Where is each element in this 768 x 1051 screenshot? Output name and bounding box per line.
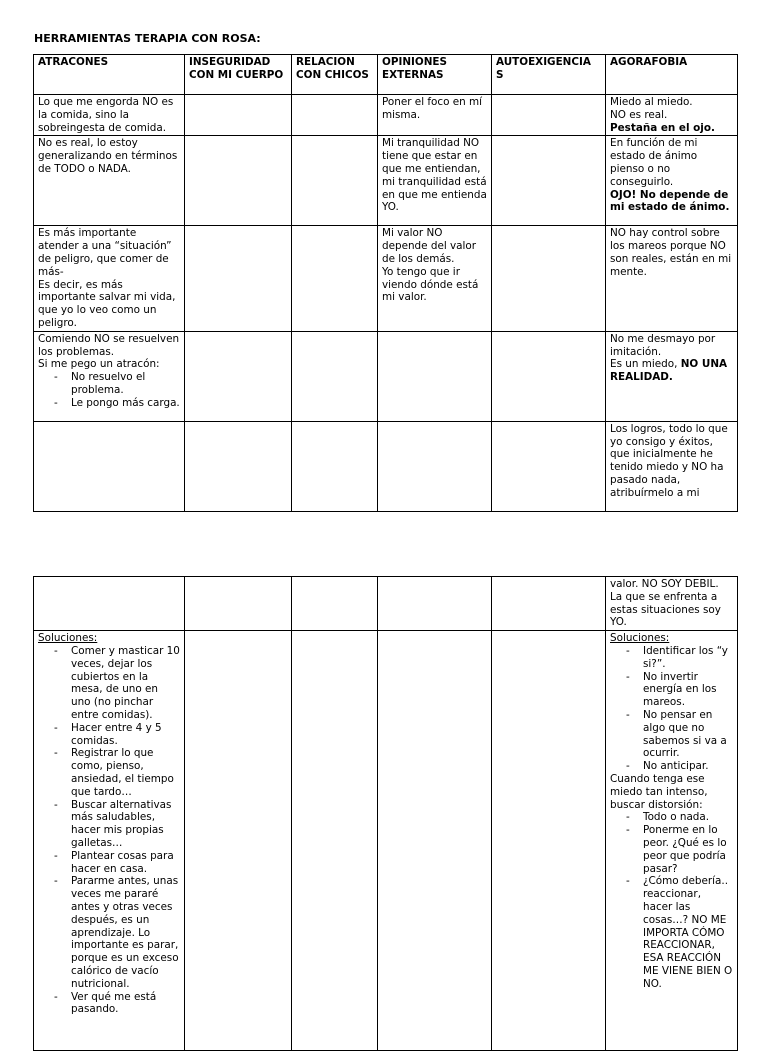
list-item: - Pararme antes, unas veces me pararé antes y otras veces después, es un aprendizaje. Lo importante es parar, porque es un exceso calórico de vacío nutricional. [38, 875, 180, 990]
text-line: Es decir, es más importante salvar mi vida, que yo lo veo como un peligro. [38, 278, 176, 329]
cell-opiniones [378, 331, 492, 421]
cell-agorafobia [606, 331, 738, 421]
bullet-list [38, 371, 180, 409]
table-row [34, 331, 738, 421]
cell-inseguridad [185, 631, 292, 1051]
text-line: Miedo al miedo. [610, 96, 693, 108]
header-agorafobia: AGORAFOBIA [606, 55, 738, 95]
cell-inseguridad [185, 136, 292, 226]
document-title: HERRAMIENTAS TERAPIA CON ROSA: [34, 32, 261, 45]
text-line: La que se enfrenta a estas situaciones soy YO. [610, 590, 721, 629]
cell-atracones-soluciones [34, 631, 185, 1051]
cell-opiniones [378, 421, 492, 511]
cell-agorafobia [606, 95, 738, 136]
table-row [34, 226, 738, 331]
text-line: En función de mi estado de ánimo pienso o no conseguirlo. [610, 137, 698, 188]
list-item: - Ver qué me está pasando. [38, 991, 180, 1017]
cell-agorafobia: NO hay control sobre los mareos porque NO son reales, están en mi mente. [606, 226, 738, 331]
list-item: - Identificar los “y si?”. [610, 645, 733, 671]
list-item: - Le pongo más carga. [38, 397, 180, 410]
cell-opiniones [378, 226, 492, 331]
bullet-list [610, 811, 733, 990]
cell-autoexigencias [492, 226, 606, 331]
header-atracones: ATRACONES [34, 55, 185, 95]
therapy-table-part-2 [33, 576, 738, 1051]
cell-relacion [292, 421, 378, 511]
cell-opiniones: Poner el foco en mí misma. [378, 95, 492, 136]
cell-atracones [34, 226, 185, 331]
cell-atracones: Lo que me engorda NO es la comida, sino la sobreingesta de comida. [34, 95, 185, 136]
cell-relacion [292, 136, 378, 226]
cell-agorafobia-soluciones [606, 631, 738, 1051]
cell-inseguridad [185, 226, 292, 331]
list-item: - Hacer entre 4 y 5 comidas. [38, 722, 180, 748]
text-line: Yo tengo que ir viendo dónde está mi valor. [382, 265, 479, 304]
header-autoexigencias: AUTOEXIGENCIA S [492, 55, 606, 95]
table-row [34, 136, 738, 226]
header-relacion: RELACION CON CHICOS [292, 55, 378, 95]
text-span-bold: NO UNA REALIDAD. [610, 358, 728, 384]
cell-atracones [34, 421, 185, 511]
cell-atracones [34, 331, 185, 421]
soluciones-label: Soluciones: [610, 632, 670, 645]
header-inseguridad: INSEGURIDAD CON MI CUERPO [185, 55, 292, 95]
list-item: - No pensar en algo que no sabemos si va a ocurrir. [610, 709, 733, 760]
text-line [610, 358, 733, 384]
cell-relacion [292, 331, 378, 421]
cell-autoexigencias [492, 631, 606, 1051]
list-item: - Ponerme en lo peor. ¿Qué es lo peor que podría pasar? [610, 824, 733, 875]
table-row [34, 421, 738, 511]
cell-autoexigencias [492, 136, 606, 226]
text-line: valor. NO SOY DEBIL. [610, 578, 719, 590]
cell-inseguridad [185, 331, 292, 421]
table-header-row [34, 55, 738, 95]
list-item: - No anticipar. [610, 760, 733, 773]
text-line: Es más importante atender a una “situación” de peligro, que comer de más- [38, 227, 172, 278]
cell-inseguridad [185, 95, 292, 136]
bullet-list [610, 645, 733, 773]
cell-opiniones [378, 631, 492, 1051]
cell-opiniones [378, 577, 492, 631]
table-row [34, 631, 738, 1051]
cell-atracones [34, 577, 185, 631]
text-line: OJO! No depende de mi estado de ánimo. [610, 188, 730, 214]
cell-inseguridad [185, 577, 292, 631]
cell-relacion [292, 577, 378, 631]
cell-autoexigencias [492, 331, 606, 421]
cell-relacion [292, 226, 378, 331]
list-item: - Buscar alternativas más saludables, hacer mis propias galletas… [38, 799, 180, 850]
cell-autoexigencias [492, 421, 606, 511]
list-item: - No resuelvo el problema. [38, 371, 180, 397]
text-line: Si me pego un atracón: [38, 358, 160, 371]
list-item: - ¿Cómo debería.. reaccionar, hacer las cosas…? NO ME IMPORTA CÓMO REACCIONAR, ESA REACCIÓN ME VIENE BIEN O NO. [610, 875, 733, 990]
list-item: - No invertir energía en los mareos. [610, 671, 733, 709]
cell-agorafobia [606, 577, 738, 631]
cell-autoexigencias [492, 95, 606, 136]
table-row [34, 95, 738, 136]
list-item: - Comer y masticar 10 veces, dejar los cubiertos en la mesa, de uno en uno (no pinchar entre comidas). [38, 645, 180, 722]
text-span: Es un miedo, [610, 358, 678, 371]
list-item: - Registrar lo que como, pienso, ansiedad, el tiempo que tardo… [38, 747, 180, 798]
cell-autoexigencias [492, 577, 606, 631]
cell-relacion [292, 95, 378, 136]
cell-atracones: No es real, lo estoy generalizando en términos de TODO o NADA. [34, 136, 185, 226]
soluciones-label: Soluciones: [38, 632, 98, 645]
cell-agorafobia: Los logros, todo lo que yo consigo y éxitos, que inicialmente he tenido miedo y NO ha pasado nada, atribuírmelo a mi [606, 421, 738, 511]
header-opiniones: OPINIONES EXTERNAS [378, 55, 492, 95]
text-line: NO es real. [610, 108, 668, 121]
text-line: Pestaña en el ojo. [610, 121, 715, 134]
cell-opiniones: Mi tranquilidad NO tiene que estar en que me entiendan, mi tranquilidad está en que me entienda YO. [378, 136, 492, 226]
list-item: - Todo o nada. [610, 811, 733, 824]
text-line: Mi valor NO depende del valor de los demás. [382, 227, 477, 265]
table-row [34, 577, 738, 631]
text-line: No me desmayo por imitación. [610, 332, 716, 358]
cell-relacion [292, 631, 378, 1051]
text-line: Comiendo NO se resuelven los problemas. [38, 332, 180, 358]
bullet-list [38, 645, 180, 1016]
text-line: Cuando tenga ese miedo tan intenso, buscar distorsión: [610, 772, 708, 811]
list-item: - Plantear cosas para hacer en casa. [38, 850, 180, 876]
cell-inseguridad [185, 421, 292, 511]
cell-agorafobia [606, 136, 738, 226]
therapy-table-part-1 [33, 54, 738, 512]
